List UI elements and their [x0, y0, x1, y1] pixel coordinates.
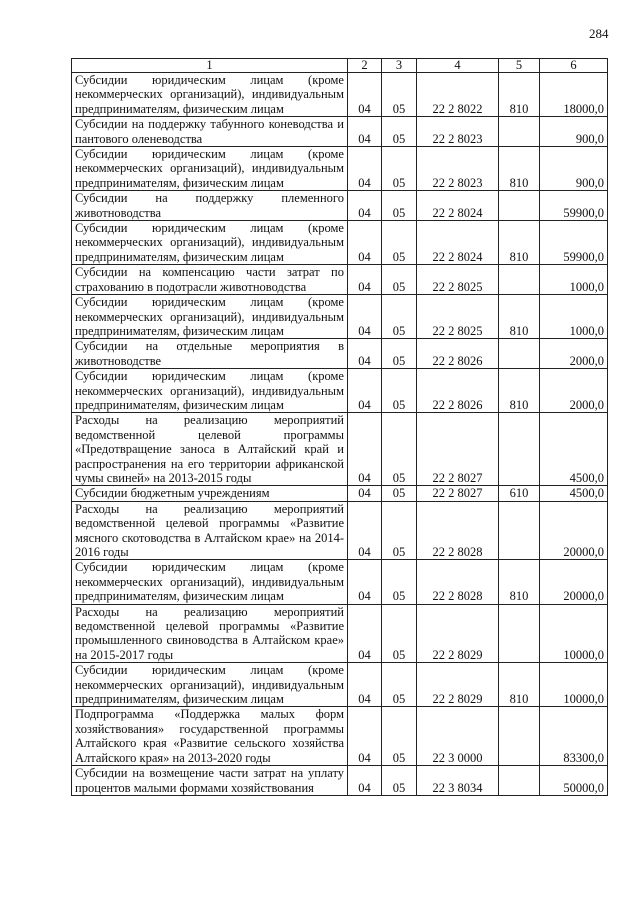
table-row [72, 707, 608, 766]
row-subsection: 05 [382, 663, 417, 707]
row-target-article: 22 2 8024 [417, 191, 499, 221]
row-subsection: 05 [382, 191, 417, 221]
row-section: 04 [348, 221, 382, 265]
table-row [72, 295, 608, 339]
row-target-article: 22 2 8026 [417, 339, 499, 369]
table-row [72, 117, 608, 147]
row-expense-type: 810 [499, 73, 540, 117]
row-target-article: 22 2 8029 [417, 663, 499, 707]
header-col-2: 2 [348, 59, 382, 73]
table-row [72, 604, 608, 663]
row-section: 04 [348, 501, 382, 560]
table-row [72, 221, 608, 265]
row-section: 04 [348, 486, 382, 501]
row-target-article: 22 2 8022 [417, 73, 499, 117]
row-target-article: 22 2 8025 [417, 295, 499, 339]
row-subsection: 05 [382, 265, 417, 295]
row-description: Субсидии юридическим лицам (кроме некоммерческих организаций), индивидуальным предпринимателям, физическим лицам [72, 73, 348, 117]
row-amount: 10000,0 [540, 663, 608, 707]
row-subsection: 05 [382, 221, 417, 265]
row-amount: 50000,0 [540, 766, 608, 796]
header-col-4: 4 [417, 59, 499, 73]
table-row [72, 147, 608, 191]
row-description: Субсидии юридическим лицам (кроме некоммерческих организаций), индивидуальным предпринимателям, физическим лицам [72, 147, 348, 191]
table-row [72, 413, 608, 486]
table-body [72, 73, 608, 796]
row-amount: 59900,0 [540, 191, 608, 221]
row-target-article: 22 2 8023 [417, 147, 499, 191]
row-target-article: 22 2 8024 [417, 221, 499, 265]
table-row [72, 191, 608, 221]
row-expense-type [499, 413, 540, 486]
row-section: 04 [348, 339, 382, 369]
table-row [72, 560, 608, 604]
row-target-article: 22 2 8028 [417, 501, 499, 560]
row-description: Субсидии на возмещение части затрат на уплату процентов малыми формами хозяйствования [72, 766, 348, 796]
row-subsection: 05 [382, 604, 417, 663]
table-row [72, 73, 608, 117]
row-section: 04 [348, 265, 382, 295]
row-expense-type [499, 339, 540, 369]
row-section: 04 [348, 413, 382, 486]
row-expense-type: 810 [499, 221, 540, 265]
row-section: 04 [348, 117, 382, 147]
row-section: 04 [348, 560, 382, 604]
row-expense-type [499, 191, 540, 221]
row-subsection: 05 [382, 339, 417, 369]
row-description: Субсидии на компенсацию части затрат по страхованию в подотрасли животноводства [72, 265, 348, 295]
row-target-article: 22 2 8028 [417, 560, 499, 604]
row-section: 04 [348, 707, 382, 766]
row-amount: 20000,0 [540, 501, 608, 560]
row-amount: 2000,0 [540, 369, 608, 413]
row-section: 04 [348, 147, 382, 191]
row-subsection: 05 [382, 501, 417, 560]
row-subsection: 05 [382, 73, 417, 117]
row-target-article: 22 2 8029 [417, 604, 499, 663]
row-expense-type [499, 501, 540, 560]
row-target-article: 22 2 8025 [417, 265, 499, 295]
row-description: Субсидии юридическим лицам (кроме некоммерческих организаций), индивидуальным предпринимателям, физическим лицам [72, 560, 348, 604]
row-amount: 59900,0 [540, 221, 608, 265]
table-row [72, 766, 608, 796]
row-section: 04 [348, 295, 382, 339]
budget-table [71, 58, 608, 796]
row-amount: 2000,0 [540, 339, 608, 369]
table-header [72, 59, 608, 73]
row-subsection: 05 [382, 147, 417, 191]
row-subsection: 05 [382, 117, 417, 147]
row-description: Субсидии юридическим лицам (кроме некоммерческих организаций), индивидуальным предпринимателям, физическим лицам [72, 663, 348, 707]
row-amount: 20000,0 [540, 560, 608, 604]
row-amount: 18000,0 [540, 73, 608, 117]
header-row [72, 59, 608, 73]
row-section: 04 [348, 73, 382, 117]
table-row [72, 501, 608, 560]
row-subsection: 05 [382, 707, 417, 766]
row-description: Субсидии бюджетным учреждениям [72, 486, 348, 501]
row-expense-type: 810 [499, 295, 540, 339]
row-section: 04 [348, 663, 382, 707]
row-amount: 1000,0 [540, 265, 608, 295]
row-target-article: 22 2 8027 [417, 486, 499, 501]
row-target-article: 22 3 8034 [417, 766, 499, 796]
row-target-article: 22 2 8026 [417, 369, 499, 413]
row-expense-type: 810 [499, 147, 540, 191]
row-expense-type: 810 [499, 369, 540, 413]
row-subsection: 05 [382, 369, 417, 413]
page-number: 284 [589, 26, 609, 41]
row-section: 04 [348, 766, 382, 796]
table-row [72, 663, 608, 707]
header-col-3: 3 [382, 59, 417, 73]
row-expense-type [499, 766, 540, 796]
row-target-article: 22 2 8023 [417, 117, 499, 147]
header-col-1: 1 [72, 59, 348, 73]
row-subsection: 05 [382, 560, 417, 604]
row-subsection: 05 [382, 766, 417, 796]
row-amount: 900,0 [540, 117, 608, 147]
header-col-6: 6 [540, 59, 608, 73]
row-amount: 83300,0 [540, 707, 608, 766]
row-description: Субсидии юридическим лицам (кроме некоммерческих организаций), индивидуальным предпринимателям, физическим лицам [72, 221, 348, 265]
row-description: Субсидии на поддержку племенного животноводства [72, 191, 348, 221]
row-subsection: 05 [382, 486, 417, 501]
row-subsection: 05 [382, 413, 417, 486]
row-expense-type [499, 117, 540, 147]
row-description: Субсидии юридическим лицам (кроме некоммерческих организаций), индивидуальным предпринимателям, физическим лицам [72, 369, 348, 413]
row-expense-type [499, 604, 540, 663]
row-amount: 10000,0 [540, 604, 608, 663]
row-expense-type [499, 265, 540, 295]
row-amount: 1000,0 [540, 295, 608, 339]
row-expense-type: 810 [499, 663, 540, 707]
row-amount: 4500,0 [540, 413, 608, 486]
table-row [72, 265, 608, 295]
row-expense-type: 810 [499, 560, 540, 604]
row-description: Расходы на реализацию мероприятий ведомственной целевой программы «Развитие мясного скотоводства в Алтайском крае» на 2014-2016 годы [72, 501, 348, 560]
row-section: 04 [348, 604, 382, 663]
row-expense-type [499, 707, 540, 766]
row-description: Субсидии юридическим лицам (кроме некоммерческих организаций), индивидуальным предпринимателям, физическим лицам [72, 295, 348, 339]
table-row [72, 486, 608, 501]
row-amount: 4500,0 [540, 486, 608, 501]
row-description: Подпрограмма «Поддержка малых форм хозяйствования» государственной программы Алтайского края «Развитие сельского хозяйства Алтайского края» на 2013-2020 годы [72, 707, 348, 766]
table-row [72, 369, 608, 413]
row-subsection: 05 [382, 295, 417, 339]
row-target-article: 22 2 8027 [417, 413, 499, 486]
row-description: Субсидии на поддержку табунного коневодства и пантового оленеводства [72, 117, 348, 147]
row-description: Субсидии на отдельные мероприятия в животноводстве [72, 339, 348, 369]
row-target-article: 22 3 0000 [417, 707, 499, 766]
header-col-5: 5 [499, 59, 540, 73]
row-amount: 900,0 [540, 147, 608, 191]
row-description: Расходы на реализацию мероприятий ведомственной целевой программы «Развитие промышленного свиноводства в Алтайском крае» на 2015-2017 годы [72, 604, 348, 663]
table-row [72, 339, 608, 369]
row-description: Расходы на реализацию мероприятий ведомственной целевой программы «Предотвращение заноса в Алтайский край и распространения на его территории африканской чумы свиней» на 2013-2015 годы [72, 413, 348, 486]
row-expense-type: 610 [499, 486, 540, 501]
row-section: 04 [348, 369, 382, 413]
row-section: 04 [348, 191, 382, 221]
